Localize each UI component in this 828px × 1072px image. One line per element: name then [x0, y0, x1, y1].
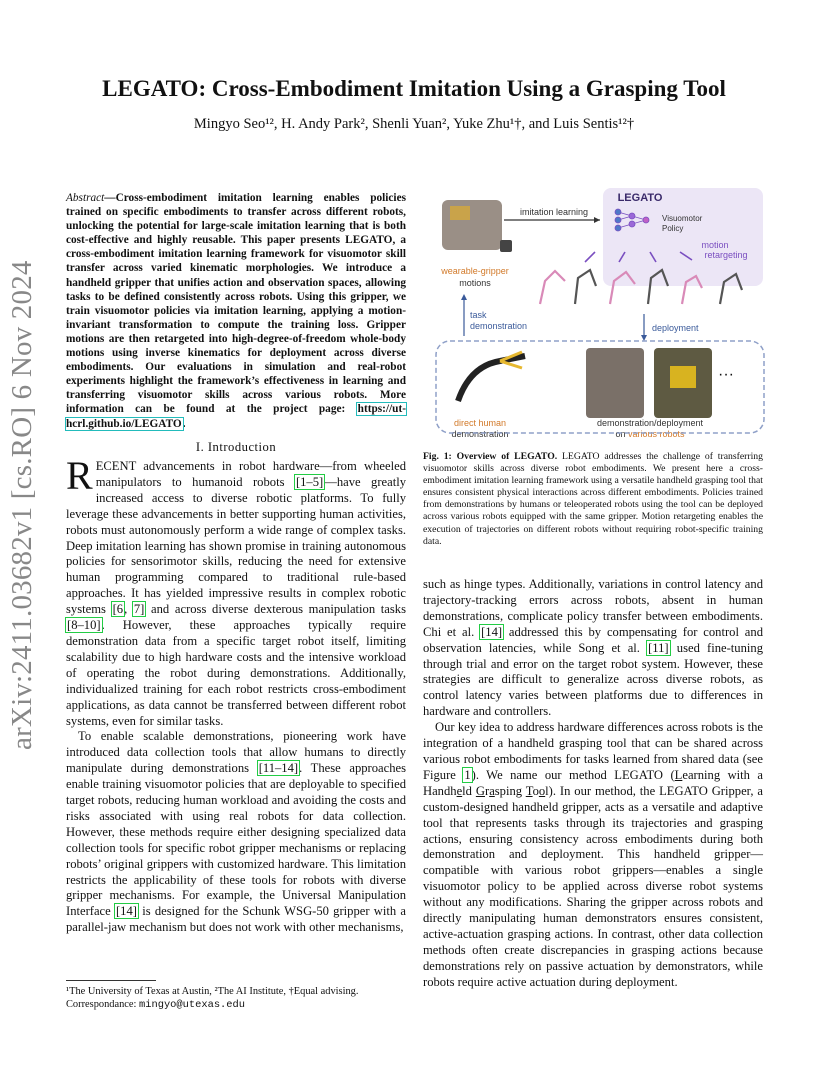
acronym-letter: a	[489, 783, 495, 798]
footnote-rule	[66, 980, 156, 981]
text-run: used fine-tuning through trial and error on the target robot system. However, these strategies are difficult to generalize across diverse robots, as control latency varies between platforms due to differences in hardware and controllers.	[423, 640, 763, 719]
citation-link[interactable]: [6	[112, 602, 124, 617]
text-run: To enable scalable demonstrations, pioneering work have introduced data collection tools that allow humans to directly manipulate during demonstrations	[66, 729, 406, 776]
email-address[interactable]: mingyo@utexas.edu	[139, 999, 246, 1011]
text-run: ld	[462, 783, 476, 798]
acronym-letter: T	[525, 783, 533, 798]
text-run: addressed this by compensating for control and observation latencies, while Song et al.	[423, 624, 763, 655]
imitation-learning-label: imitation learning	[519, 207, 589, 217]
various-robots-text: various robots	[627, 429, 685, 439]
deploy-arrowhead	[641, 335, 647, 341]
right-paragraph-2	[423, 720, 763, 990]
caption-text: LEGATO addresses the challenge of transferring visuomotor skills across diverse robot embodiments. We present here a cross-embodiment imitation learning framework using a versatile handheld grasping tool that ensures consistent physical interactions across different embodiments. Policies trained from demonstrations by humans or teleoperated robots using the tool can be deployed across various robots equipped with the same gripper. Motion retargeting enables the execution of trajectories on different robots without requiring robot-specific training data.	[423, 451, 763, 547]
abstract-label: Abstract	[66, 192, 105, 204]
text-run: o	[532, 783, 539, 798]
author-list: Mingyo Seo¹², H. Andy Park², Shenli Yuan², Yuke Zhu¹†, and Luis Sentis¹²†	[193, 116, 635, 132]
network-icon	[615, 209, 649, 231]
gripper-photo-detail	[450, 206, 470, 220]
citation-link[interactable]: [14]	[115, 904, 137, 919]
task-arrowhead	[461, 294, 467, 300]
text-run: and across diverse dexterous manipulation tasks	[145, 602, 406, 617]
motion-label: motion	[701, 240, 729, 250]
abstract-end: .	[182, 417, 186, 430]
text-run: l	[545, 783, 549, 798]
legato-label: LEGATO	[617, 192, 663, 204]
figure-caption	[423, 451, 763, 548]
correspondence-label: Correspondance:	[66, 999, 139, 1010]
footnote	[66, 985, 406, 1012]
task-demonstration-label: demonstration	[470, 321, 528, 331]
citation-link[interactable]: 7]	[133, 602, 145, 617]
deploy-label-line1: demonstration/deployment	[596, 418, 704, 428]
citation-link[interactable]: [8–10]	[67, 618, 101, 633]
citation-link[interactable]: [1–5]	[295, 474, 324, 489]
intro-right-column	[423, 577, 763, 991]
floppy-icon	[500, 240, 512, 252]
retargeting-label: retargeting	[704, 250, 748, 260]
direct-human-label: direct human	[453, 418, 507, 428]
arxiv-identifier: arXiv:2411.03682v1 [cs.RO] 6 Nov 2024	[6, 260, 38, 750]
more-robots-ellipsis: ···	[718, 366, 734, 383]
motions-label: motions	[459, 278, 491, 288]
wearable-gripper-label: wearable-gripper	[441, 266, 509, 276]
figure-graphics	[430, 186, 766, 444]
demonstration-label: demonstration	[451, 429, 509, 439]
correspondence	[66, 998, 406, 1012]
text-run: sping	[494, 783, 526, 798]
citation-link[interactable]: [11]	[648, 640, 669, 655]
section-heading: I. Introduction	[195, 440, 277, 454]
visuomotor-label: Visuomotor	[662, 214, 703, 223]
figure-1	[430, 186, 766, 444]
imitation-arrowhead	[594, 217, 600, 223]
text-run: . However, these approaches typically require demonstration data from a specific target robot itself, limiting scalability due to high hardware costs and the intensive workload of operating the robot during demonstrations. Additionally, individualized training for each robot restricts cross-embodiment applications, as data cannot be transferred between different robot systems, even for similar tasks.	[66, 618, 406, 728]
intro-paragraph-1: RECENT advancements in robot hardware—from wheeled manipulators to humanoid robots [1–5]—have greatly increased access to diverse robotic platforms. To fully leverage these advancements in better supporting human activities, robots must autonomously perform a wide range of complex tasks. Deep imitation learning has shown promise in training autonomous policies for sensorimotor skills, reducing the need for extensive human programming compared to traditional rule-based approaches. It has yielded impressive results in complex robotic systems [6, 7] and across diverse dexterous manipulation tasks [8–10]. However, these approaches typically require demonstration data from a specific target robot itself, limiting scalability due to high hardware costs and the intensive workload of operating the robot during demonstrations. Additionally, individualized training for each robot restricts cross-embodiment applications, as data cannot be transferred between different robot systems, even for similar tasks.	[66, 453, 407, 728]
robot-photo-1	[586, 348, 644, 418]
text-run: earning with a Handh	[423, 767, 763, 798]
intro-left-column	[66, 453, 407, 936]
on-text: on	[615, 429, 628, 439]
deployment-label: deployment	[652, 323, 699, 333]
text-run: ). We name our method LEGATO (	[471, 767, 675, 782]
text-run: such as hinge types. Additionally, variations in control latency and trajectory-tracking errors across robots, absent in human demonstrations, complicate policy transfer between embodiments. Chi et al.	[423, 577, 763, 639]
acronym-letter: L	[674, 767, 683, 782]
abstract	[66, 191, 406, 431]
acronym-letter: o	[538, 783, 546, 798]
retarget-arrows	[585, 252, 692, 262]
text-run: . These approaches enable training visuomotor policies that are deployable to specified target robots, reducing human workload and avoiding the costs and risks associated with using real robots for data collection. However, these methods require either designing specialized data collection tools for specific robot gripper mechanisms or replacing robots’ original grippers with customized hardware. This limitation restricts the applicability of these tools for robots with diverse gripper mechanisms. For example, the Universal Manipulation Interface	[66, 761, 406, 919]
policy-label: Policy	[662, 224, 684, 233]
text-run: ECENT advancements in robot hardware—from wheeled manipulators to humanoid robots	[95, 459, 406, 489]
text-run: is designed for the Schunk WSG-50 gripper with a parallel-jaw mechanism but does not work with other mechanisms,	[66, 904, 407, 935]
paper-title: LEGATO: Cross-Embodiment Imitation Using a Grasping Tool	[102, 76, 726, 101]
abstract-text: —Cross-embodiment imitation learning enables policies trained on specific embodiments to transfer across different robots, unlocking the potential for large-scale imitation learning that is both cost-effective and highly reusable. This paper presents LEGATO, a cross-embodiment imitation learning framework for visuomotor skill transfer across varied kinematic morphologies. We introduce a handheld gripper that unifies action and observation spaces, allowing tasks to be defined consistently across robots. Using this gripper, we train visuomotor policies via imitation learning, applying a motion-invariant transformation to compute the training loss. Gripper motions are then retargeted into high-degree-of-freedom whole-body motions using inverse kinematics for deployment across diverse embodiments. Our evaluations in simulation and real-robot experiments highlight the framework’s effectiveness in learning and transferring visuomotor skills across various robots. More information can be found at the project page:	[66, 192, 406, 416]
intro-paragraph-2	[66, 729, 406, 936]
robot-photo-2-detail	[670, 366, 696, 388]
task-label: task	[470, 310, 487, 320]
text-run: ). In our method, the LEGATO Gripper, a custom-designed handheld gripper, acts as a versatile and adaptive tool that represents tasks through its trajectories and grasping actions, ensuring consistency across embodiments during both demonstration and deployment. This handheld gripper—compatible with various robot grippers—enables a single visuomotor policy to be applied across diverse robot systems without any modifications. Sharing the gripper across robots and directly manipulating human demonstrators ensures consistent, active-actuation grasping actions. In contrast, other data collection methods often create discrepancies in grasping actions because demonstrations rely on passive actuation by demonstrators, while robots require active actuation during deployment.	[423, 783, 764, 989]
acronym-letter: e	[456, 783, 463, 798]
project-page-link[interactable]: https://ut-hcrl.github.io/LEGATO	[66, 403, 406, 430]
drop-cap: R	[66, 453, 93, 498]
right-paragraph-1	[423, 577, 763, 720]
caption-label: Fig. 1: Overview of LEGATO.	[423, 451, 558, 462]
human-gripper-photo	[458, 356, 525, 401]
affiliations: ¹The University of Texas at Austin, ²The AI Institute, †Equal advising.	[66, 986, 359, 997]
acronym-letter: G	[475, 783, 485, 798]
text-run: —have greatly increased access to diverse robotic platforms. To fully leverage these advancements in better supporting human activities, robots must autonomously perform a wide range of complex tasks. Deep imitation learning has shown promise in training autonomous policies for sensorimotor skills, reducing the need for extensive human programming compared to traditional rule-based approaches. It has yielded impressive results in complex robotic systems	[66, 474, 407, 617]
citation-link[interactable]: [14]	[481, 624, 503, 639]
figure-link[interactable]: 1	[464, 767, 471, 782]
text-run: r	[484, 783, 490, 798]
citation-link[interactable]: [11–14]	[258, 761, 299, 776]
robot-renders	[540, 270, 742, 304]
text-run: Our key idea to address hardware differences across robots is the integration of a handheld grasping tool that can be shared across various robot embodiments for tasks learned from shared data (see Figure	[423, 720, 763, 782]
